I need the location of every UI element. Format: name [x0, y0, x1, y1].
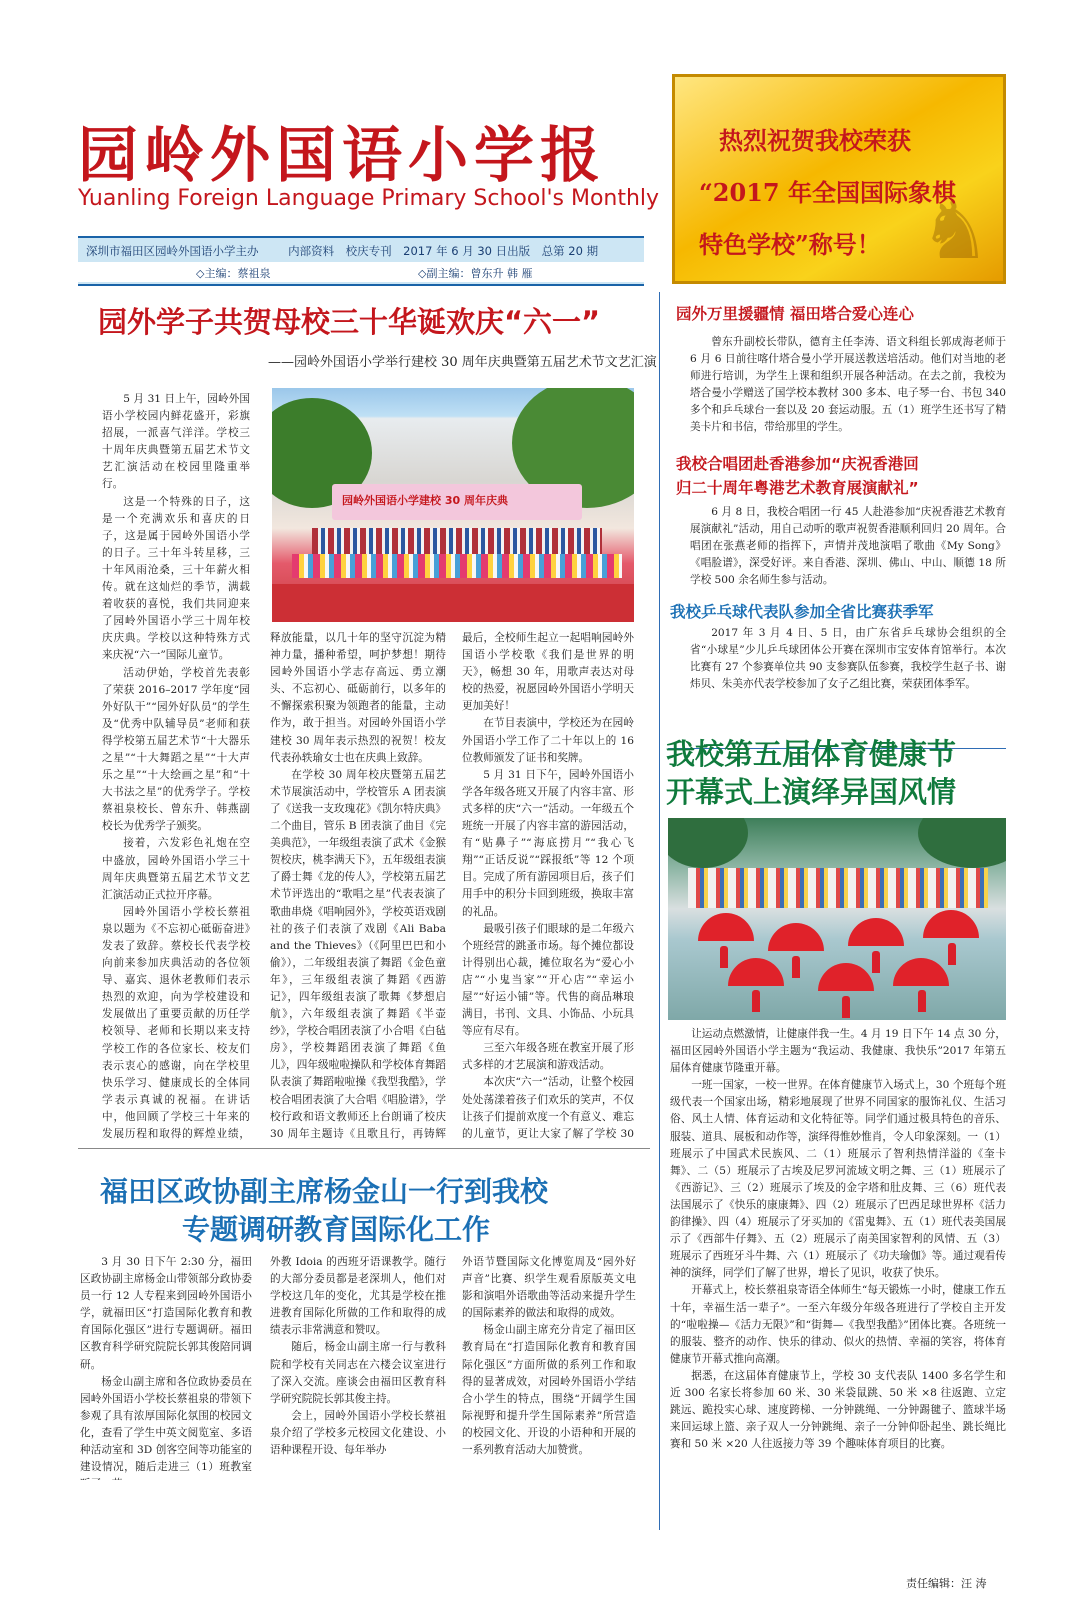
masthead-title-cn: 园岭外国语小学报	[78, 121, 606, 191]
responsible-editor: 责任编辑：汪 涛	[906, 1577, 987, 1590]
chess-piece-icon: ♞	[919, 184, 991, 277]
article1-title: 园外学子共贺母校三十华诞欢庆“六一”	[98, 305, 601, 339]
column-divider	[659, 292, 660, 1530]
anniversary-photo	[272, 388, 634, 622]
article1-column-2: 释放能量，以几十年的坚守沉淀为精神力量，播种希望，呵护梦想！期待园岭外国语小学志存高远、勇立潮头、不忘初心、砥砺前行，以多年的不懈探索积聚为领跑者的能量，主动作为，敢于担当。对园岭外国语小学建校 30 周年表示热烈的祝贺！校友代表孙轶瑜女士也在庆典上致辞。 在学校 30 周年校庆暨第五届艺术节展演活动中，学校管乐 A 团表演了《送我一支玫瑰花》《凯尔特庆典》二个曲目，管乐 B 团表演了曲目《完美典范》，一年级组表演了武术《金猴贺校庆，桃李满天下》，五年级组表演了爵士舞《龙的传人》，学校第五届艺术节评选出的“歌唱之星”代表表演了歌曲串烧《唱响园外》，学校英语戏剧社的孩子们表演了戏剧《Ali Baba and the Thieves》（《阿里巴巴和小偷》），二年级组表演了舞蹈《金色童年》，三年级组表演了舞蹈《西游记》，四年级组表演了歌舞《梦想启航》，六年级组表演了舞蹈《半壶纱》，学校合唱团表演了小合唱《白毡房》，学校舞蹈团表演了舞蹈《鱼儿》，四年级啦啦操队和学校体育舞蹈队表演了舞蹈啦啦操《我型我酷》，学校合唱团表演了大合唱《唱脸谱》，学校行政和语文教师还上台朗诵了校庆 30 周年主题诗《且歌且行，再铸辉	[270, 632, 446, 1140]
deputy-editor: ◇副主编：曾东升 韩 雁	[418, 267, 533, 280]
brief2-heading-line2: 归二十周年粤港艺术教育展演献礼”	[676, 479, 919, 497]
sports-title-line2: 开幕式上演绎异国风情	[666, 775, 957, 809]
brief1-text: 曾东升副校长带队，德育主任李涛、语文科组长郭成海老师于 6 月 6 日前往喀什塔合曼小学开展送教送培活动。他们对当地的老师进行培训，为学生上课和组织开展各种活动。在去之前，我校为塔合曼小学赠送了国学校本教材 300 多本、电子琴一台、书包 340 多个和乒乓球台一套以及 20 套运动服。五（1）班学生还书写了精美卡片和书信，带给那里的学生。	[690, 336, 1006, 434]
left-section-divider	[78, 1148, 650, 1149]
photo-banner-text: 园岭外国语小学建校 30 周年庆典	[342, 494, 508, 507]
article1-column-3: 最后，全校师生起立一起唱响园岭外国语小学校歌《我们是世界的明天》，畅想 30 年，用歌声表达对母校的热爱，祝愿园岭外国语小学明天更加美好！ 在节目表演中，学校还为在园岭外国语小学工作了二十年以上的 16 位教师颁发了证书和奖牌。 5 月 31 日下午，园岭外国语小学各年级各班又开展了内容丰富、形式多样的庆“六一”活动。一年级五个班统一开展了内容丰富的游园活动，有“贴鼻子”“海底捞月”“我心飞翔”“正话反说”“踩报纸”等 12 个项目。完成了所有游园项目后，孩子们用手中的积分卡回到班级，换取丰富的礼品。 最吸引孩子们眼球的是二年级六个班经营的跳蚤市场。每个摊位都设计得别出心裁，摊位取名为“爱心小店”“小鬼当家”“开心店”“幸运小屋”“好运小铺”等。代售的商品琳琅满目，书刊、文具、小饰品、小玩具等应有尽有。 三至六年级各班在教室开展了形式多样的才艺展演和游戏活动。 本次庆“六一”活动，让整个校园处处荡漾着孩子们欢乐的笑声，不仅让孩子们提前欢度一个有意义、难忘的儿童节，更让大家了解了学校 30	[462, 632, 634, 1140]
masthead-info-bar	[78, 236, 644, 286]
visit-column-3: 外语节暨国际文化博览周及“园外好声音”比赛、织学生观看原版英文电影和演唱外语歌曲等活动来提升学生的国际素养的做法和取得的成效。 杨金山副主席充分肯定了福田区教育局在“打造国际化教育和教育国际化强区”方面所做的系列工作和取得的显著成效，对园岭外国语小学结合小学生的特点，围绕“开阔学生国际视野和提升学生国际素养”所营造的校园文化、开设的小语种和开展的一系列教育活动大加赞赏。	[462, 1256, 636, 1457]
masthead-title-en: Yuanling Foreign Language Primary School's Monthly	[78, 186, 660, 211]
article1-column-1: 5 月 31 日上午，园岭外国语小学校园内鲜花盛开，彩旗招展，一派喜气洋洋。学校三十周年庆典暨第五届艺术节文艺汇演活动在校园里隆重举行。 这是一个特殊的日子，这是一个充满欢乐和喜庆的日子，这是属于园岭外国语小学的日子。三十年斗转星移，三十年风雨沧桑，三十年薪火相传。就在这灿烂的季节，满载着收获的喜悦，我们共同迎来了园岭外国语小学三十周年校庆庆典。学校以这种特殊方式来庆祝“六一”国际儿童节。 活动伊始，学校首先表彰了荣获 2016–2017 学年度“园外好队干”“园外好队员”的学生及“优秀中队辅导员”老师和获得学校第五届艺术节“十大器乐之星”“十大舞蹈之星”“十大声乐之星”“十大绘画之星”和“十大书法之星”的优秀学子。学校蔡祖泉校长、曾东升、韩燕副校长为优秀学子颁奖。 接着，六发彩色礼炮在空中盛放，园岭外国语小学三十周年庆典暨第五届艺术节文艺汇演活动正式拉开序幕。 园岭外国语小学校长蔡祖泉以题为《不忘初心砥砺奋进》发表了致辞。蔡校长代表学校向前来参加庆典活动的各位领导、嘉宾、退休老教师们表示热烈的欢迎，向为学校建设和发展做出了重要贡献的历任学校领导、老师和长期以来支持学校工作的各位家长、校友们表示衷心的感谢，向在学校里快乐学习、健康成长的全体同学表示真诚的祝福。在讲话中，他回顾了学校三十年来的发展历程和取得的辉煌业绩，	[102, 393, 250, 1141]
sports-title-line1: 我校第五届体育健康节	[666, 737, 957, 771]
article1-subtitle: ——园岭外国语小学举行建校 30 周年庆典暨第五届艺术节文艺汇演	[268, 355, 657, 370]
publisher: 深圳市福田区园岭外国语小学主办	[86, 244, 259, 258]
visit-column-2: 外教 Idoia 的西班牙语课教学。随行的大部分委员都是老深圳人，他们对学校这几年的变化，尤其是学校在推进教育国际化所做的工作和取得的成绩表示非常满意和赞叹。 随后，杨金山副主席一行与教科院和学校有关同志在六楼会议室进行了深入交流。座谈会由福田区教育科学研究院院长郭其俊主持。 会上，园岭外国语小学校长蔡祖泉介绍了学校多元校园文化建设、小语种课程开设、每年举办	[270, 1256, 446, 1457]
sports-article-text: 让运动点燃激情，让健康伴我一生。4 月 19 日下午 14 点 30 分，福田区园岭外国语小学主题为“我运动、我健康、我快乐”2017 年第五届体育健康节隆重开幕。 一班一国家，一校一世界。在体育健康节入场式上，30 个班每个班级代表一个国家出场，精彩地展现了世界不同国家的服饰礼仪、生活习俗、风土人情、体育运动和文化特征等。同学们通过极具特色的音乐、服装、道具、展板和动作等，演绎得惟妙惟肖，令人印象深刻。一（1）班展示了中国武术民族风、二（1）班展示了智利热情洋溢的《奎卡舞》、二（5）班展示了古埃及尼罗河流域文明之舞、三（1）班展示了《西游记》、三（2）班展示了埃及的金字塔和肚皮舞、三（6）班代表法国展示了《快乐的康康舞》、四（2）班展示了巴西足球世界杯《活力韵律操》、四（4）班展示了牙买加的《雷鬼舞》、五（1）班代表美国展示了《西部牛仔舞》、五（2）班展示了南美国家智利的风情、五（3）班展示了西班牙斗牛舞、六（1）班展示了《功夫瑜伽》等。通过观看传神的演绎，同学们了解了世界，增长了见识，收获了快乐。 开幕式上，校长蔡祖泉寄语全体师生“每天锻炼一小时，健康工作五十年，幸福生活一辈子”。一至六年级分年级各班进行了学校自主开发的“啦啦操—《活力无限》”和“街舞—《我型我酷》”团体比赛。各班统一的服装、整齐的动作、快乐的律动、似火的热情、幸福的笑容，将体育健康节开幕式推向高潮。 据悉，在这届体育健康节上，学校 30 支代表队 1400 多名学生和近 300 名家长将参加 60 米、30 米袋鼠跳、50 米 ×8 往返跑、立定跳远、跪投实心球、速度跨梯、一分钟跳绳、一分钟踢毽子、篮球半场来回运球上篮、亲子双人一分钟跳绳、亲子一分钟仰卧起坐、跳长绳比赛和 50 米 ×20 人往返接力等 39 个趣味体育项目的比赛。	[670, 1028, 1006, 1451]
visit-column-1: 3 月 30 日下午 2:30 分，福田区政协副主席杨金山带领部分政协委员一行 12 人专程来到园岭外国语小学，就福田区“打造国际化教育和教育国际化强区”进行专题调研。福田区教育科学研究院院长郭其俊陪同调研。 杨金山副主席和各位政协委员在园岭外国语小学校长蔡祖泉的带领下参观了具有浓厚国际化氛围的校园文化，查看了学生中英文阅览室、多语种活动室和 3D 创客空间等功能室的建设情况，随后走进三（1）班教室	[80, 1256, 252, 1474]
banner-line-3: 特色学校”称号！	[699, 230, 881, 259]
brief3-text: 2017 年 3 月 4 日、5 日，由广东省乒乓球协会组织的全省“小球星”少儿乒乓球团体公开赛在深圳市宝安体育馆举行。本次比赛有 27 个参赛单位共 90 支参赛队伍参赛，我校学生赵子书、谢炜贝、朱美亦代表学校参加了女子乙组比赛，荣获团体季军。	[690, 627, 1006, 691]
banner-line-1: 热烈祝贺我校荣获	[719, 126, 911, 155]
editor-row	[78, 262, 644, 282]
visit-title-line2: 专题调研教育国际化工作	[182, 1213, 491, 1246]
issue-info: 内部资料 校庆专刊 2017 年 6 月 30 日出版 总第 20 期	[288, 244, 599, 258]
brief1-heading: 园外万里援疆情 福田塔合爱心连心	[676, 305, 914, 323]
publisher-info	[86, 243, 598, 259]
brief2-heading-line1: 我校合唱团赴香港参加“庆祝香港回	[676, 455, 919, 473]
chief-editor: ◇主编：蔡祖泉	[196, 267, 271, 280]
banner-line-2: “2017 年全国国际象棋	[699, 178, 956, 207]
brief3-heading: 我校乒乓球代表队参加全省比赛获季军	[670, 603, 934, 621]
congratulation-banner	[672, 74, 1006, 284]
brief2-text: 6 月 8 日，我校合唱团一行 45 人赴港参加“庆祝香港艺术教育展演献礼”活动，用自己动听的歌声祝贺香港顺利回归 20 周年。合唱团在张燕老师的指挥下，声情并茂地演唱了歌曲《My Song》《唱脸谱》，深受好评。来自香港、深圳、佛山、中山、顺德 18 所学校 500 余名师生参与活动。	[690, 506, 1006, 587]
sports-festival-photo	[668, 818, 1006, 1020]
visit-title-line1: 福田区政协副主席杨金山一行到我校	[100, 1175, 549, 1208]
